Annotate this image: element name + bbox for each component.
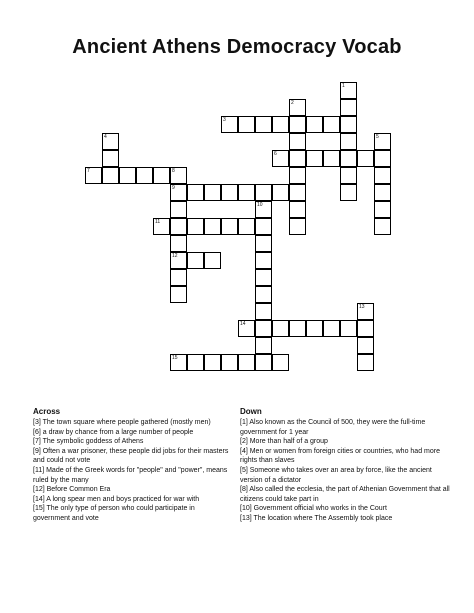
- grid-cell[interactable]: [289, 218, 306, 235]
- grid-cell[interactable]: [272, 116, 289, 133]
- grid-cell[interactable]: [340, 133, 357, 150]
- grid-cell[interactable]: [255, 218, 272, 235]
- grid-cell[interactable]: [323, 320, 340, 337]
- grid-cell[interactable]: [255, 116, 272, 133]
- clue-number: 6: [274, 151, 277, 157]
- grid-cell[interactable]: [170, 201, 187, 218]
- grid-cell[interactable]: [289, 184, 306, 201]
- grid-cell[interactable]: [340, 82, 357, 99]
- clue-number: 9: [172, 185, 175, 191]
- puzzle-title: Ancient Athens Democracy Vocab: [72, 36, 402, 58]
- across-clue: [3] The town square where people gathered (mostly men): [33, 419, 211, 426]
- down-clue: [8] Also called the ecclesia, the part of Athenian Government that all citizens could take part in: [240, 486, 450, 503]
- grid-cell[interactable]: [187, 218, 204, 235]
- clue-number: 12: [172, 253, 178, 259]
- grid-cell[interactable]: [357, 303, 374, 320]
- grid-cell[interactable]: [340, 116, 357, 133]
- grid-cell[interactable]: [340, 184, 357, 201]
- clue-number: 14: [240, 321, 246, 327]
- grid-cell[interactable]: [374, 150, 391, 167]
- grid-cell[interactable]: [255, 201, 272, 218]
- grid-cell[interactable]: [374, 218, 391, 235]
- grid-cell[interactable]: [255, 184, 272, 201]
- across-clue: [15] The only type of person who could participate in government and vote: [33, 505, 195, 522]
- across-clue: [12] Before Common Era: [33, 486, 111, 494]
- grid-cell[interactable]: [221, 218, 238, 235]
- grid-cell[interactable]: [102, 150, 119, 167]
- grid-cell[interactable]: [136, 167, 153, 184]
- grid-cell[interactable]: [238, 354, 255, 371]
- grid-cell[interactable]: [153, 218, 170, 235]
- grid-cell[interactable]: [272, 354, 289, 371]
- grid-cell[interactable]: [306, 320, 323, 337]
- clue-number: 15: [172, 355, 178, 361]
- grid-cell[interactable]: [374, 167, 391, 184]
- grid-cell[interactable]: [289, 116, 306, 133]
- across-clue: [6] a draw by chance from a large number of people: [33, 428, 194, 436]
- grid-cell[interactable]: [357, 354, 374, 371]
- across-clue: [9] Often a war prisoner, these people did jobs for their masters and could not vote: [33, 447, 229, 465]
- clue-number: 1: [342, 83, 345, 89]
- grid-cell[interactable]: [374, 201, 391, 218]
- clue-number: 4: [104, 134, 107, 140]
- grid-cell[interactable]: [170, 167, 187, 184]
- grid-cell[interactable]: [170, 269, 187, 286]
- clue-number: 13: [359, 304, 365, 310]
- grid-cell[interactable]: [204, 184, 221, 201]
- across-clue: [7] The symbolic goddess of Athens: [33, 438, 144, 446]
- grid-cell[interactable]: [323, 150, 340, 167]
- clue-number: 11: [155, 219, 161, 225]
- grid-cell[interactable]: [255, 354, 272, 371]
- grid-cell[interactable]: [289, 133, 306, 150]
- grid-cell[interactable]: [102, 133, 119, 150]
- grid-cell[interactable]: [204, 252, 221, 269]
- grid-cell[interactable]: [340, 320, 357, 337]
- grid-cell[interactable]: [272, 320, 289, 337]
- grid-cell[interactable]: [255, 337, 272, 354]
- grid-cell[interactable]: [340, 99, 357, 116]
- grid-cell[interactable]: [187, 184, 204, 201]
- grid-cell[interactable]: [170, 184, 187, 201]
- grid-cell[interactable]: [306, 150, 323, 167]
- grid-cell[interactable]: [255, 235, 272, 252]
- grid-cell[interactable]: [238, 320, 255, 337]
- grid-cell[interactable]: [187, 252, 204, 269]
- grid-cell[interactable]: [170, 218, 187, 235]
- across-clues: [33, 407, 233, 524]
- grid-cell[interactable]: [102, 167, 119, 184]
- grid-cell[interactable]: [272, 150, 289, 167]
- clue-number: 7: [87, 168, 90, 174]
- grid-cell[interactable]: [255, 269, 272, 286]
- down-heading: Down: [240, 407, 262, 416]
- grid-cell[interactable]: [170, 286, 187, 303]
- across-clue: [11] Made of the Greek words for "people" and "power", means ruled by the many: [33, 466, 228, 484]
- grid-cell[interactable]: [238, 218, 255, 235]
- grid-cell[interactable]: [289, 320, 306, 337]
- grid-cell[interactable]: [85, 167, 102, 184]
- grid-cell[interactable]: [238, 184, 255, 201]
- grid-cell[interactable]: [289, 201, 306, 218]
- down-clue: [10] Government official who works in the Court: [240, 505, 387, 513]
- grid-cell[interactable]: [289, 150, 306, 167]
- grid-cell[interactable]: [221, 184, 238, 201]
- clue-number: 2: [291, 100, 294, 106]
- grid-cell[interactable]: [340, 167, 357, 184]
- grid-cell[interactable]: [357, 150, 374, 167]
- grid-cell[interactable]: [374, 133, 391, 150]
- clue-number: 8: [172, 168, 175, 174]
- clue-number: 5: [376, 134, 379, 140]
- grid-cell[interactable]: [221, 354, 238, 371]
- down-clue: [5] Someone who takes over an area by force, like the ancient version of a dictator: [240, 466, 432, 484]
- grid-cell[interactable]: [187, 354, 204, 371]
- grid-cell[interactable]: [153, 167, 170, 184]
- grid-cell[interactable]: [238, 116, 255, 133]
- grid-cell[interactable]: [170, 354, 187, 371]
- clue-number: 10: [257, 202, 263, 208]
- grid-cell[interactable]: [289, 167, 306, 184]
- grid-cell[interactable]: [306, 116, 323, 133]
- grid-cell[interactable]: [340, 150, 357, 167]
- grid-cell[interactable]: [323, 116, 340, 133]
- grid-cell[interactable]: [357, 337, 374, 354]
- grid-cell[interactable]: [119, 167, 136, 184]
- down-clues: [240, 407, 450, 524]
- grid-cell[interactable]: [357, 320, 374, 337]
- grid-cell[interactable]: [289, 99, 306, 116]
- grid-cell[interactable]: [255, 303, 272, 320]
- grid-cell[interactable]: [170, 252, 187, 269]
- down-clue: [4] Men or women from foreign cities or countries, who had more rights than slaves: [240, 447, 440, 465]
- grid-cell[interactable]: [204, 354, 221, 371]
- grid-cell[interactable]: [170, 235, 187, 252]
- across-clue: [14] A long spear men and boys practiced for war with: [33, 495, 200, 503]
- grid-cell[interactable]: [255, 320, 272, 337]
- across-heading: Across: [33, 407, 61, 416]
- down-clue: [1] Also known as the Council of 500, they were the full-time government for 1 year: [240, 419, 426, 436]
- grid-cell[interactable]: [272, 184, 289, 201]
- down-clue: [13] The location where The Assembly took place: [240, 514, 393, 522]
- clue-number: 3: [223, 117, 226, 123]
- grid-cell[interactable]: [255, 252, 272, 269]
- down-clue: [2] More than half of a group: [240, 438, 328, 446]
- grid-cell[interactable]: [204, 218, 221, 235]
- grid-cell[interactable]: [374, 184, 391, 201]
- grid-cell[interactable]: [221, 116, 238, 133]
- grid-cell[interactable]: [255, 286, 272, 303]
